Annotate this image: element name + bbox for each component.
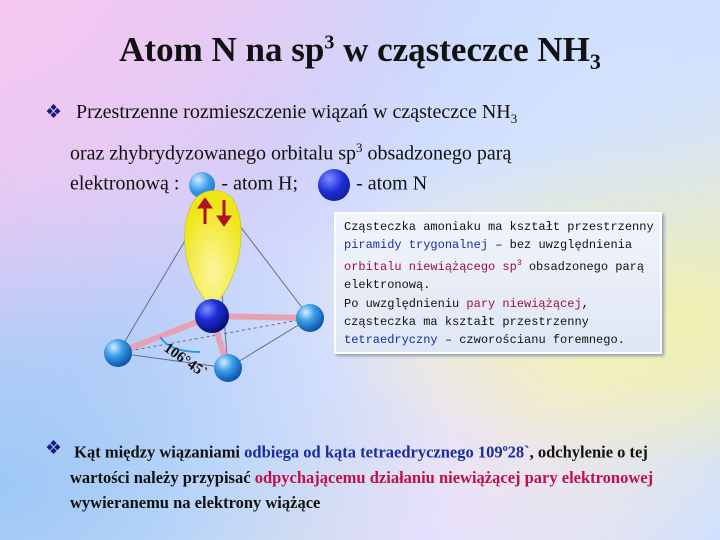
intro-paragraph: Przestrzenne rozmieszczenie wiązań w cząsteczce $NH_3$ oraz zhybrydyzowanego orbitalu $sp^3$ obsadzonego parą elektronową : - atom H; - atom N <box>70 98 710 201</box>
bullet-1-icon: ❖ <box>45 102 63 123</box>
nitrogen-atom <box>195 299 229 333</box>
legend-n-label: - atom N <box>356 172 428 195</box>
slide-title: Atom N na $sp^3$ w cząsteczce $NH_3$ <box>119 30 601 74</box>
bond-angle-label: 106°45` <box>160 340 210 382</box>
hydrogen-atom-left <box>104 339 132 367</box>
hydrogen-atom-right <box>296 304 324 332</box>
legend-h-label: - atom H; <box>221 172 299 195</box>
lone-pair-orbital <box>185 191 242 309</box>
info-box: Cząsteczka amoniaku ma kształt przestrzenny piramidy trygonalnej – bez uwzględnienia orbitalu niewiążącego $sp^3$ obsadzonego parą elektronową. Po uwzględnieniu pary niewiążącej, cząsteczka ma kształt przestrzenny tetraedryczny – czworościanu foremnego. <box>334 212 662 354</box>
conclusion-paragraph: Kąt między wiązaniami odbiega od kąta tetraedrycznego 109$^o$28`, odchylenie o tej wartości należy przypisać odpychającemu działaniu niewiążącej pary elektronowej wywieranemu na elektrony wiążące <box>70 442 654 512</box>
ammonia-tetrahedron-diagram <box>0 180 340 410</box>
hydrogen-atom-front <box>214 354 242 382</box>
bullet-2-icon: ❖ <box>45 438 63 459</box>
